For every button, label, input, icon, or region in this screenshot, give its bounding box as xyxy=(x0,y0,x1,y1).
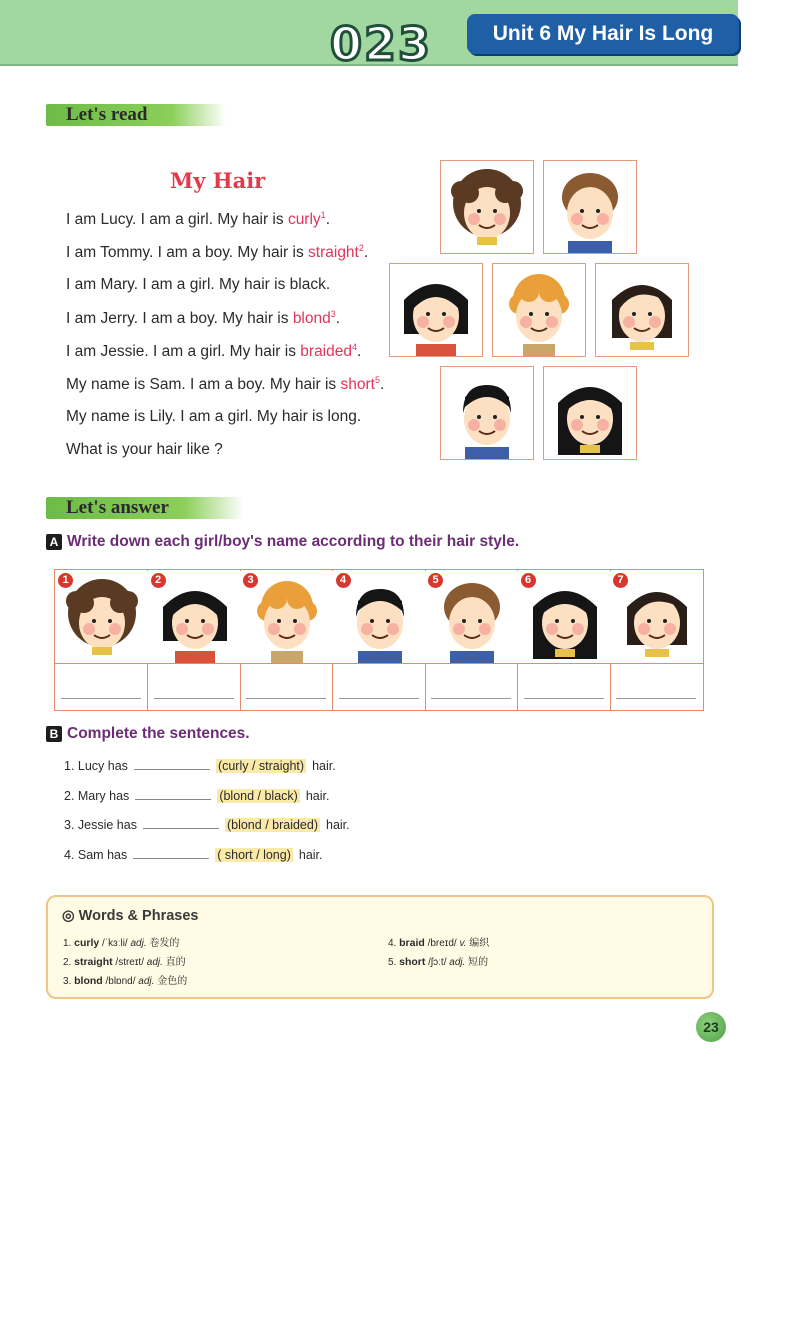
word-meaning: 金色的 xyxy=(154,976,188,987)
sentence-start: 3. Jessie has xyxy=(64,818,137,832)
story-line xyxy=(66,441,223,459)
answer-column xyxy=(55,570,148,710)
choice-options: (blond / black) xyxy=(219,788,298,803)
answer-column xyxy=(610,570,702,710)
sentence-start: 1. Lucy has xyxy=(64,759,128,773)
highlight-word: blond xyxy=(292,310,331,328)
word-entry xyxy=(63,934,179,949)
word-number: 2. xyxy=(63,957,75,968)
item-number-badge: 3 xyxy=(243,573,258,588)
word-term: blond xyxy=(74,975,103,987)
word-meaning: 卷发的 xyxy=(146,938,180,949)
word-term: braid xyxy=(399,937,425,949)
choice-options: ( short / long) xyxy=(217,847,291,862)
answer-column xyxy=(518,570,611,710)
footnote-number: 4 xyxy=(352,342,358,352)
words-phrases-title: ◎ Words & Phrases xyxy=(62,908,199,924)
highlight-word: curly xyxy=(287,211,321,229)
lesson-number: 023 xyxy=(330,17,433,71)
item-number-badge: 4 xyxy=(336,573,351,588)
story-line-end: . xyxy=(335,310,341,328)
answer-column xyxy=(240,570,333,710)
lets-read-banner: Let's read xyxy=(46,104,226,126)
answer-blank[interactable] xyxy=(154,698,234,699)
page-number: 23 xyxy=(696,1012,726,1042)
story-line-text: My name is Sam. I am a boy. My hair is xyxy=(66,376,341,394)
word-pos: adj. xyxy=(130,938,147,949)
part-a-instruction xyxy=(46,533,519,551)
word-number: 4. xyxy=(388,938,400,949)
story-line-end: . xyxy=(357,343,362,361)
story-line xyxy=(66,375,384,394)
story-line xyxy=(66,309,340,328)
item-number-badge: 5 xyxy=(428,573,443,588)
word-term: curly xyxy=(74,937,100,949)
story-line-text: I am Tommy. I am a boy. My hair is xyxy=(66,244,309,262)
choice-options: (blond / braided) xyxy=(226,818,318,832)
answer-column xyxy=(425,570,518,710)
portrait-lucy xyxy=(440,160,534,254)
sentence xyxy=(64,847,323,862)
word-pos: adj. xyxy=(449,957,466,968)
word-term: short xyxy=(399,956,426,968)
story-line-text: My name is Lily. I am a girl. My hair is long. xyxy=(66,408,362,425)
portrait-mary xyxy=(389,263,483,357)
item-number-badge: 1 xyxy=(58,573,73,588)
story-line-text: I am Jerry. I am a boy. My hair is xyxy=(66,310,293,328)
story-line xyxy=(66,243,368,262)
story-line xyxy=(66,408,361,426)
footnote-number: 1 xyxy=(320,210,326,220)
sentence xyxy=(64,817,350,832)
portrait-tommy xyxy=(543,160,637,254)
story-line-end: . xyxy=(363,244,369,262)
portrait-lily xyxy=(543,366,637,460)
story-line-end: . xyxy=(325,211,330,229)
story-line-end: . xyxy=(379,376,385,394)
footnote-number: 2 xyxy=(358,243,364,253)
highlight-word: braided xyxy=(300,343,352,361)
highlight-word: short xyxy=(340,376,375,394)
part-b-badge: B xyxy=(46,726,62,742)
answer-blank[interactable] xyxy=(339,698,419,699)
word-entry xyxy=(388,953,488,968)
answer-column xyxy=(333,570,426,710)
footnote-number: 5 xyxy=(374,375,380,385)
part-b-text: Complete the sentences. xyxy=(67,725,250,742)
answer-blank[interactable] xyxy=(134,758,210,770)
answer-blank[interactable] xyxy=(135,788,211,800)
answer-table xyxy=(54,569,704,711)
sentence-end: hair. xyxy=(312,759,336,773)
item-number-badge: 7 xyxy=(613,573,628,588)
answer-column xyxy=(148,570,241,710)
answer-blank[interactable] xyxy=(616,698,696,699)
answer-blank[interactable] xyxy=(143,817,219,829)
part-a-text: Write down each girl/boy's name according to their hair style. xyxy=(67,533,520,550)
word-term: straight xyxy=(74,956,113,968)
sentence-end: hair. xyxy=(298,847,323,862)
story-line xyxy=(66,276,330,294)
highlight-word: straight xyxy=(308,244,359,262)
sentence-start: 2. Mary has xyxy=(64,788,130,803)
answer-blank[interactable] xyxy=(133,847,209,859)
unit-title-tab: Unit 6 My Hair Is Long xyxy=(467,14,739,54)
story-line-text: I am Lucy. I am a girl. My hair is xyxy=(66,211,288,229)
word-ipa: /streɪt/ xyxy=(112,957,147,968)
story-line-text: I am Mary. I am a girl. My hair is black. xyxy=(66,276,331,293)
word-meaning: 编织 xyxy=(466,938,490,949)
word-number: 3. xyxy=(63,976,75,987)
story-line-text: What is your hair like ? xyxy=(66,441,223,458)
word-number: 1. xyxy=(63,938,75,949)
item-number-badge: 6 xyxy=(521,573,536,588)
sentence xyxy=(64,758,336,773)
part-b-instruction xyxy=(46,725,250,743)
sentence-start: 4. Sam has xyxy=(64,847,128,862)
answer-blank[interactable] xyxy=(61,698,141,699)
portrait-sam xyxy=(440,366,534,460)
portrait-jessie xyxy=(595,263,689,357)
lets-answer-banner: Let's answer xyxy=(46,497,244,519)
answer-blank[interactable] xyxy=(431,698,511,699)
word-entry xyxy=(63,953,186,968)
story-line xyxy=(66,342,361,361)
word-ipa: /breɪd/ xyxy=(424,938,460,949)
part-a-badge: A xyxy=(46,534,62,550)
sentence-end: hair. xyxy=(305,788,330,803)
story-line-text: I am Jessie. I am a girl. My hair is xyxy=(66,343,301,361)
word-ipa: /ˈkɜːli/ xyxy=(99,938,131,949)
portrait-jerry xyxy=(492,263,586,357)
word-pos: adj. xyxy=(138,976,155,987)
word-ipa: /blɒnd/ xyxy=(102,976,139,987)
story-line xyxy=(66,210,330,229)
sentence xyxy=(64,788,329,803)
word-entry xyxy=(63,972,187,987)
item-number-badge: 2 xyxy=(151,573,166,588)
answer-blank[interactable] xyxy=(246,698,326,699)
choice-options: (curly / straight) xyxy=(217,759,305,773)
word-pos: v. xyxy=(459,938,467,949)
word-entry xyxy=(388,934,489,949)
word-meaning: 直的 xyxy=(162,957,186,968)
story-title: My Hair xyxy=(170,168,266,193)
word-number: 5. xyxy=(388,957,400,968)
answer-blank[interactable] xyxy=(524,698,604,699)
sentence-end: hair. xyxy=(326,818,350,832)
word-pos: adj. xyxy=(146,957,163,968)
word-ipa: /ʃɔːt/ xyxy=(425,957,450,968)
footnote-number: 3 xyxy=(330,309,336,319)
word-meaning: 短的 xyxy=(465,957,489,968)
